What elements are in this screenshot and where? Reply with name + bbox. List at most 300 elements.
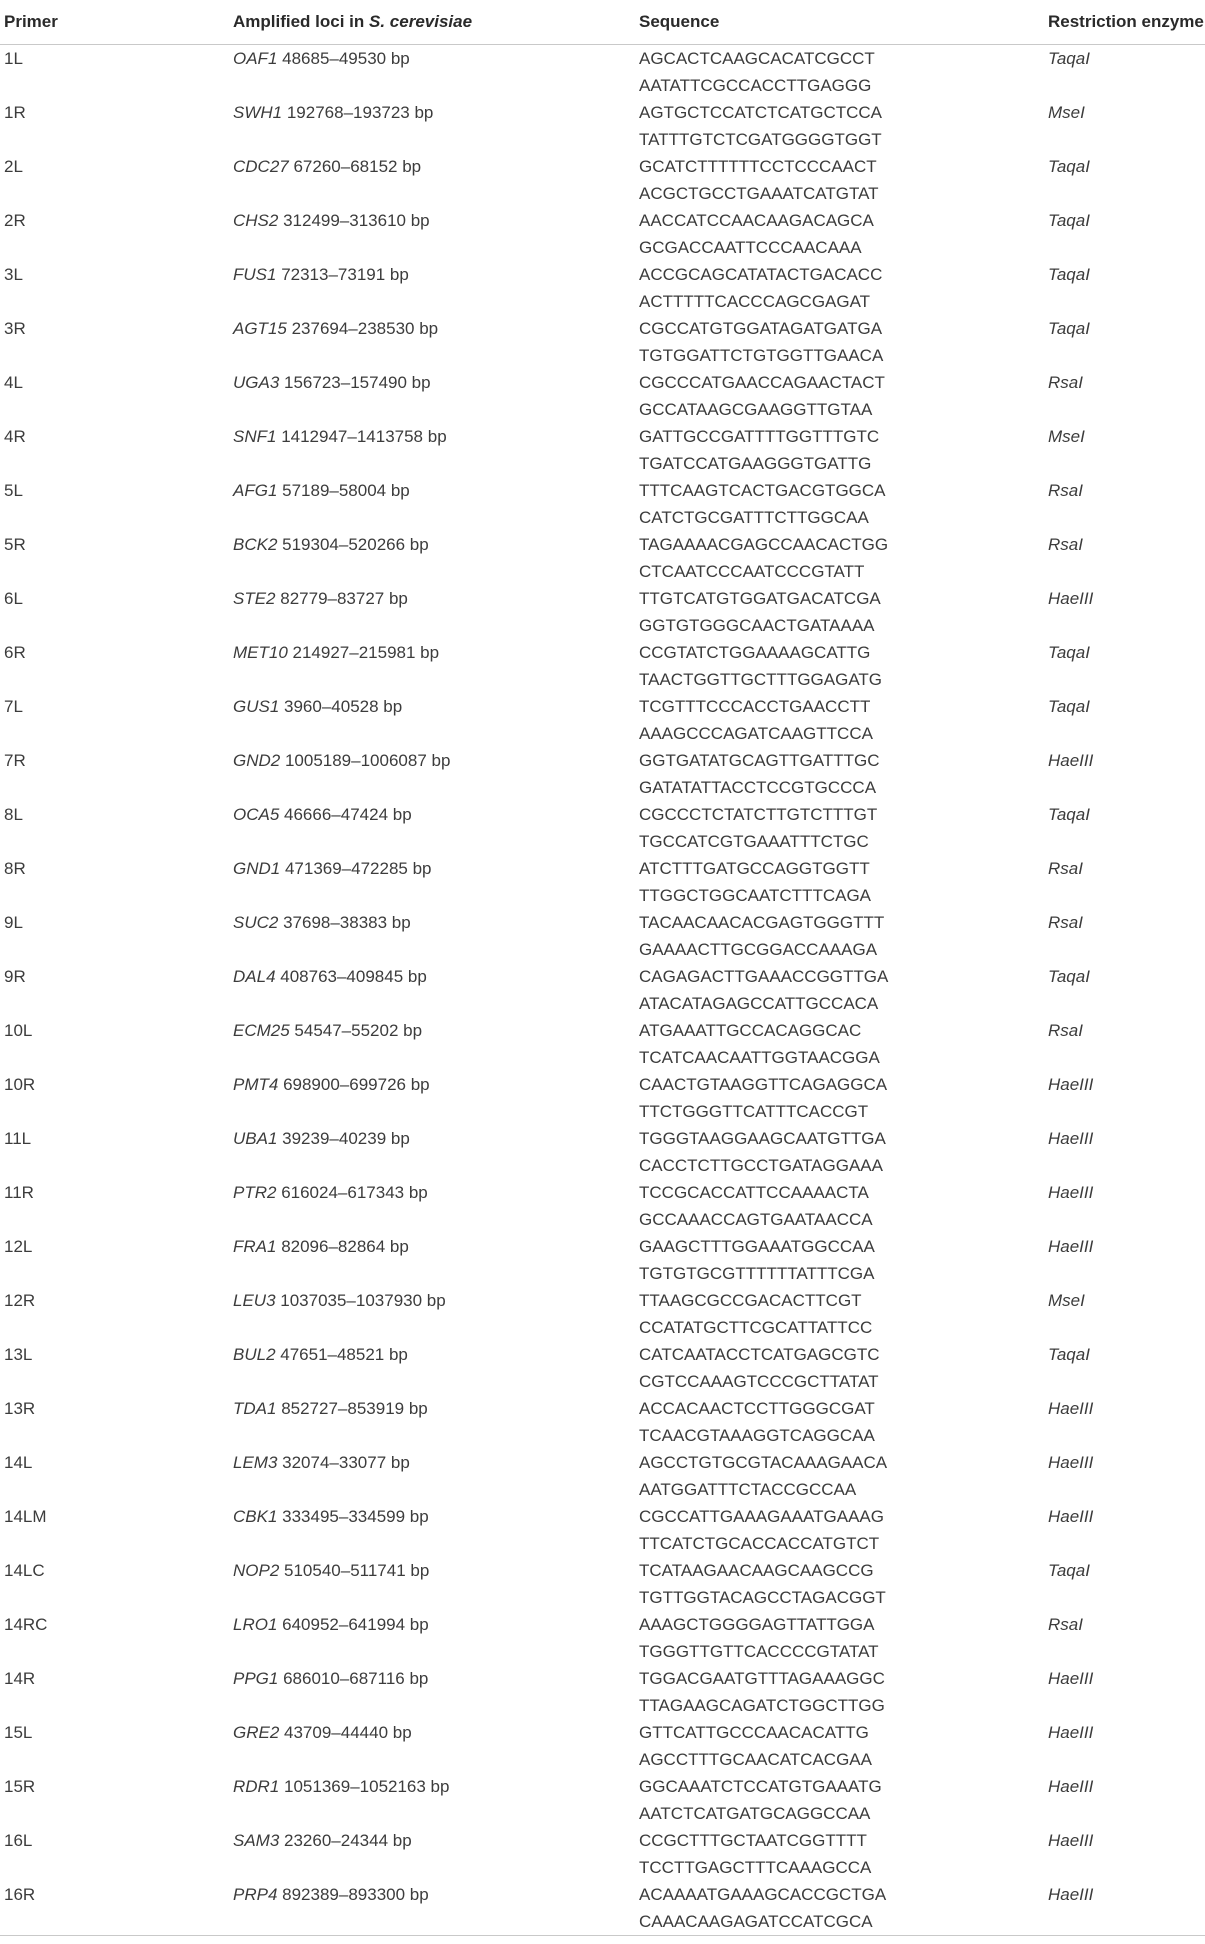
- locus-range: 698900–699726 bp: [278, 1075, 430, 1094]
- reverse-sequence: AATATTCGCCACCTTGAGGG: [639, 76, 872, 95]
- sequence-cell: [635, 369, 1044, 423]
- amplified-locus-cell: [229, 963, 635, 1017]
- table-row: [0, 639, 1205, 693]
- gene-name: CDC27: [233, 157, 289, 176]
- gene-name: PPG1: [233, 1669, 279, 1688]
- restriction-enzyme-cell: HaeIII: [1048, 1453, 1094, 1472]
- reverse-sequence: AAAGCCCAGATCAAGTTCCA: [639, 724, 873, 743]
- sequence-cell: [635, 1881, 1044, 1936]
- amplified-locus-cell: [229, 1449, 635, 1503]
- reverse-sequence: TGTTGGTACAGCCTAGACGGT: [639, 1588, 886, 1607]
- gene-name: CHS2: [233, 211, 279, 230]
- primer-cell: 14R: [4, 1669, 36, 1688]
- primer-cell: 11R: [4, 1183, 34, 1202]
- locus-range: 192768–193723 bp: [282, 103, 434, 122]
- reverse-sequence: AATCTCATGATGCAGGCCAA: [639, 1804, 871, 1823]
- sequence-cell: [635, 1665, 1044, 1719]
- table-row: [0, 1071, 1205, 1125]
- restriction-enzyme-cell: HaeIII: [1048, 1075, 1094, 1094]
- restriction-enzyme-cell: HaeIII: [1048, 1723, 1094, 1742]
- reverse-sequence: CATCTGCGATTTCTTGGCAA: [639, 508, 869, 527]
- gene-name: SWH1: [233, 103, 283, 122]
- restriction-enzyme-cell: MseI: [1048, 1291, 1085, 1310]
- restriction-enzyme-cell: HaeIII: [1048, 589, 1094, 608]
- gene-name: LRO1: [233, 1615, 278, 1634]
- amplified-locus-cell: [229, 1827, 635, 1881]
- primer-cell: 10L: [4, 1021, 33, 1040]
- restriction-enzyme-cell: TaqaI: [1048, 1561, 1090, 1580]
- amplified-locus-cell: [229, 855, 635, 909]
- amplified-locus-cell: [229, 693, 635, 747]
- restriction-enzyme-cell: RsaI: [1048, 1615, 1083, 1634]
- primer-cell: 13R: [4, 1399, 36, 1418]
- primer-cell: 5L: [4, 481, 23, 500]
- forward-sequence: AACCATCCAACAAGACAGCA: [639, 211, 874, 230]
- forward-sequence: AGCACTCAAGCACATCGCCT: [639, 49, 875, 68]
- primer-cell: 15L: [4, 1723, 33, 1742]
- sequence-cell: [635, 1611, 1044, 1665]
- gene-name: OAF1: [233, 49, 278, 68]
- gene-name: PRP4: [233, 1885, 278, 1904]
- gene-name: UBA1: [233, 1129, 278, 1148]
- reverse-sequence: ATACATAGAGCCATTGCCACA: [639, 994, 879, 1013]
- primer-cell: 7L: [4, 697, 23, 716]
- reverse-sequence: TTGGCTGGCAATCTTTCAGA: [639, 886, 872, 905]
- reverse-sequence: CTCAATCCCAATCCCGTATT: [639, 562, 865, 581]
- forward-sequence: TGGACGAATGTTTAGAAAGGC: [639, 1669, 885, 1688]
- sequence-cell: [635, 1071, 1044, 1125]
- locus-range: 72313–73191 bp: [276, 265, 409, 284]
- reverse-sequence: TCAACGTAAAGGTCAGGCAA: [639, 1426, 875, 1445]
- restriction-enzyme-cell: HaeIII: [1048, 1129, 1094, 1148]
- reverse-sequence: TAACTGGTTGCTTTGGAGATG: [639, 670, 883, 689]
- restriction-enzyme-cell: MseI: [1048, 103, 1085, 122]
- header-sequence: Sequence: [635, 0, 1044, 45]
- sequence-cell: [635, 639, 1044, 693]
- header-amplified-loci: [229, 0, 635, 45]
- forward-sequence: TCATAAGAACAAGCAAGCCG: [639, 1561, 874, 1580]
- table-row: [0, 1665, 1205, 1719]
- amplified-locus-cell: [229, 207, 635, 261]
- primer-cell: 9L: [4, 913, 23, 932]
- locus-range: 519304–520266 bp: [277, 535, 429, 554]
- amplified-locus-cell: [229, 261, 635, 315]
- reverse-sequence: GCCATAAGCGAAGGTTGTAA: [639, 400, 873, 419]
- amplified-locus-cell: [229, 423, 635, 477]
- locus-range: 237694–238530 bp: [286, 319, 439, 338]
- reverse-sequence: AGCCTTTGCAACATCACGAA: [639, 1750, 872, 1769]
- sequence-cell: [635, 477, 1044, 531]
- primer-cell: 6L: [4, 589, 23, 608]
- amplified-locus-cell: [229, 1881, 635, 1936]
- forward-sequence: TTTCAAGTCACTGACGTGGCA: [639, 481, 886, 500]
- table-header: [0, 0, 1205, 45]
- reverse-sequence: CCATATGCTTCGCATTATTCC: [639, 1318, 873, 1337]
- forward-sequence: ATGAAATTGCCACAGGCAC: [639, 1021, 862, 1040]
- forward-sequence: GAAGCTTTGGAAATGGCCAA: [639, 1237, 875, 1256]
- table-row: [0, 153, 1205, 207]
- restriction-enzyme-cell: HaeIII: [1048, 1399, 1094, 1418]
- locus-range: 54547–55202 bp: [289, 1021, 423, 1040]
- amplified-locus-cell: [229, 1503, 635, 1557]
- restriction-enzyme-cell: HaeIII: [1048, 1183, 1094, 1202]
- table-row: [0, 1557, 1205, 1611]
- primer-cell: 14LC: [4, 1561, 45, 1580]
- amplified-locus-cell: [229, 1125, 635, 1179]
- forward-sequence: TGGGTAAGGAAGCAATGTTGA: [639, 1129, 886, 1148]
- sequence-cell: [635, 1719, 1044, 1773]
- amplified-locus-cell: [229, 369, 635, 423]
- locus-range: 686010–687116 bp: [278, 1669, 429, 1688]
- amplified-locus-cell: [229, 747, 635, 801]
- gene-name: FUS1: [233, 265, 277, 284]
- locus-range: 82779–83727 bp: [275, 589, 408, 608]
- sequence-cell: [635, 315, 1044, 369]
- reverse-sequence: TGTGTGCGTTTTTTATTTCGA: [639, 1264, 875, 1283]
- primer-cell: 9R: [4, 967, 26, 986]
- reverse-sequence: AATGGATTTCTACCGCCAA: [639, 1480, 857, 1499]
- header-loci-species: S. cerevisiae: [369, 12, 473, 31]
- amplified-locus-cell: [229, 1071, 635, 1125]
- primer-cell: 2L: [4, 157, 23, 176]
- table-row: [0, 1179, 1205, 1233]
- table-row: [0, 315, 1205, 369]
- primer-cell: 10R: [4, 1075, 36, 1094]
- table-row: [0, 1341, 1205, 1395]
- reverse-sequence: TGTGGATTCTGTGGTTGAACA: [639, 346, 884, 365]
- forward-sequence: GGTGATATGCAGTTGATTTGC: [639, 751, 880, 770]
- amplified-locus-cell: [229, 1557, 635, 1611]
- table-row: [0, 1719, 1205, 1773]
- reverse-sequence: GATATATTACCTCCGTGCCCA: [639, 778, 877, 797]
- restriction-enzyme-cell: TaqaI: [1048, 319, 1090, 338]
- table-row: [0, 585, 1205, 639]
- primer-cell: 8L: [4, 805, 23, 824]
- restriction-enzyme-cell: TaqaI: [1048, 1345, 1090, 1364]
- sequence-cell: [635, 1827, 1044, 1881]
- sequence-cell: [635, 45, 1044, 100]
- sequence-cell: [635, 585, 1044, 639]
- table-row: [0, 99, 1205, 153]
- primer-cell: 14RC: [4, 1615, 48, 1634]
- gene-name: GND2: [233, 751, 281, 770]
- forward-sequence: GCATCTTTTTTCCTCCCAACT: [639, 157, 877, 176]
- restriction-enzyme-cell: RsaI: [1048, 1021, 1083, 1040]
- gene-name: AFG1: [233, 481, 278, 500]
- reverse-sequence: GCCAAACCAGTGAATAACCA: [639, 1210, 873, 1229]
- table-row: [0, 261, 1205, 315]
- table-row: [0, 1449, 1205, 1503]
- locus-range: 471369–472285 bp: [280, 859, 432, 878]
- locus-range: 1051369–1052163 bp: [279, 1777, 450, 1796]
- forward-sequence: GTTCATTGCCCAACACATTG: [639, 1723, 869, 1742]
- sequence-cell: [635, 1503, 1044, 1557]
- restriction-enzyme-cell: HaeIII: [1048, 1237, 1094, 1256]
- table-row: [0, 1395, 1205, 1449]
- table-row: [0, 1611, 1205, 1665]
- gene-name: NOP2: [233, 1561, 280, 1580]
- sequence-cell: [635, 261, 1044, 315]
- sequence-cell: [635, 801, 1044, 855]
- table-row: [0, 909, 1205, 963]
- sequence-cell: [635, 963, 1044, 1017]
- table-row: [0, 207, 1205, 261]
- table-row: [0, 369, 1205, 423]
- forward-sequence: CGCCCTCTATCTTGTCTTTGT: [639, 805, 878, 824]
- table-row: [0, 855, 1205, 909]
- forward-sequence: AGCCTGTGCGTACAAAGAACA: [639, 1453, 888, 1472]
- primer-cell: 4L: [4, 373, 23, 392]
- primer-cell: 15R: [4, 1777, 36, 1796]
- reverse-sequence: TTCATCTGCACCACCATGTCT: [639, 1534, 880, 1553]
- amplified-locus-cell: [229, 315, 635, 369]
- forward-sequence: CGCCATTGAAAGAAATGAAAG: [639, 1507, 884, 1526]
- table-row: [0, 477, 1205, 531]
- restriction-enzyme-cell: HaeIII: [1048, 1507, 1094, 1526]
- reverse-sequence: GCGACCAATTCCCAACAAA: [639, 238, 862, 257]
- primer-cell: 8R: [4, 859, 26, 878]
- amplified-locus-cell: [229, 1233, 635, 1287]
- primer-cell: 2R: [4, 211, 26, 230]
- locus-range: 408763–409845 bp: [275, 967, 427, 986]
- forward-sequence: ATCTTTGATGCCAGGTGGTT: [639, 859, 870, 878]
- primer-cell: 6R: [4, 643, 26, 662]
- primer-cell: 4R: [4, 427, 26, 446]
- gene-name: GND1: [233, 859, 281, 878]
- primer-cell: 7R: [4, 751, 26, 770]
- reverse-sequence: CACCTCTTGCCTGATAGGAAA: [639, 1156, 883, 1175]
- locus-range: 48685–49530 bp: [277, 49, 410, 68]
- primer-cell: 3L: [4, 265, 23, 284]
- reverse-sequence: CAAACAAGAGATCCATCGCA: [639, 1912, 873, 1931]
- primer-cell: 11L: [4, 1129, 32, 1148]
- header-primer: Primer: [0, 0, 229, 45]
- amplified-locus-cell: [229, 1773, 635, 1827]
- sequence-cell: [635, 423, 1044, 477]
- gene-name: PMT4: [233, 1075, 279, 1094]
- reverse-sequence: ACGCTGCCTGAAATCATGTAT: [639, 184, 879, 203]
- locus-range: 312499–313610 bp: [278, 211, 430, 230]
- primer-cell: 14L: [4, 1453, 33, 1472]
- restriction-enzyme-cell: RsaI: [1048, 373, 1083, 392]
- primer-cell: 16L: [4, 1831, 33, 1850]
- restriction-enzyme-cell: TaqaI: [1048, 211, 1090, 230]
- locus-range: 640952–641994 bp: [277, 1615, 429, 1634]
- reverse-sequence: TCATCAACAATTGGTAACGGA: [639, 1048, 880, 1067]
- gene-name: SNF1: [233, 427, 277, 446]
- sequence-cell: [635, 1449, 1044, 1503]
- locus-range: 1005189–1006087 bp: [280, 751, 451, 770]
- locus-range: 156723–157490 bp: [279, 373, 431, 392]
- header-row: [0, 0, 1205, 45]
- amplified-locus-cell: [229, 1287, 635, 1341]
- amplified-locus-cell: [229, 531, 635, 585]
- restriction-enzyme-cell: HaeIII: [1048, 1831, 1094, 1850]
- restriction-enzyme-cell: TaqaI: [1048, 49, 1090, 68]
- forward-sequence: CCGCTTTGCTAATCGGTTTT: [639, 1831, 867, 1850]
- locus-range: 1412947–1413758 bp: [276, 427, 447, 446]
- restriction-enzyme-cell: HaeIII: [1048, 1777, 1094, 1796]
- sequence-cell: [635, 693, 1044, 747]
- locus-range: 37698–38383 bp: [278, 913, 411, 932]
- reverse-sequence: TTAGAAGCAGATCTGGCTTGG: [639, 1696, 885, 1715]
- gene-name: TDA1: [233, 1399, 277, 1418]
- gene-name: GRE2: [233, 1723, 280, 1742]
- gene-name: DAL4: [233, 967, 276, 986]
- amplified-locus-cell: [229, 1017, 635, 1071]
- sequence-cell: [635, 153, 1044, 207]
- reverse-sequence: GAAAACTTGCGGACCAAAGA: [639, 940, 878, 959]
- forward-sequence: CAGAGACTTGAAACCGGTTGA: [639, 967, 889, 986]
- restriction-enzyme-cell: TaqaI: [1048, 697, 1090, 716]
- forward-sequence: GATTGCCGATTTTGGTTTGTC: [639, 427, 880, 446]
- gene-name: PTR2: [233, 1183, 277, 1202]
- primer-cell: 12R: [4, 1291, 36, 1310]
- gene-name: CBK1: [233, 1507, 278, 1526]
- table-row: [0, 423, 1205, 477]
- amplified-locus-cell: [229, 99, 635, 153]
- primer-cell: 1R: [4, 103, 26, 122]
- reverse-sequence: CGTCCAAAGTCCCGCTTATAT: [639, 1372, 879, 1391]
- gene-name: SUC2: [233, 913, 279, 932]
- reverse-sequence: TTCTGGGTTCATTTCACCGT: [639, 1102, 869, 1121]
- primer-cell: 5R: [4, 535, 26, 554]
- table-row: [0, 1017, 1205, 1071]
- sequence-cell: [635, 1557, 1044, 1611]
- amplified-locus-cell: [229, 153, 635, 207]
- sequence-cell: [635, 207, 1044, 261]
- table-row: [0, 747, 1205, 801]
- restriction-enzyme-cell: RsaI: [1048, 913, 1083, 932]
- gene-name: BCK2: [233, 535, 278, 554]
- forward-sequence: TACAACAACACGAGTGGGTTT: [639, 913, 885, 932]
- table-row: [0, 1233, 1205, 1287]
- sequence-cell: [635, 909, 1044, 963]
- sequence-cell: [635, 1341, 1044, 1395]
- sequence-cell: [635, 1125, 1044, 1179]
- gene-name: RDR1: [233, 1777, 280, 1796]
- forward-sequence: CGCCATGTGGATAGATGATGA: [639, 319, 883, 338]
- locus-range: 57189–58004 bp: [277, 481, 410, 500]
- locus-range: 82096–82864 bp: [276, 1237, 409, 1256]
- forward-sequence: ACAAAATGAAAGCACCGCTGA: [639, 1885, 887, 1904]
- forward-sequence: AAAGCTGGGGAGTTATTGGA: [639, 1615, 875, 1634]
- reverse-sequence: ACTTTTTCACCCAGCGAGAT: [639, 292, 871, 311]
- locus-range: 23260–24344 bp: [279, 1831, 412, 1850]
- restriction-enzyme-cell: TaqaI: [1048, 265, 1090, 284]
- table-row: [0, 1773, 1205, 1827]
- header-restriction-enzyme: Restriction enzyme: [1044, 0, 1205, 45]
- gene-name: STE2: [233, 589, 276, 608]
- table-body: [0, 45, 1205, 1936]
- gene-name: AGT15: [233, 319, 287, 338]
- restriction-enzyme-cell: RsaI: [1048, 481, 1083, 500]
- gene-name: LEM3: [233, 1453, 278, 1472]
- amplified-locus-cell: [229, 585, 635, 639]
- forward-sequence: ACCACAACTCCTTGGGCGAT: [639, 1399, 875, 1418]
- locus-range: 39239–40239 bp: [277, 1129, 410, 1148]
- amplified-locus-cell: [229, 1179, 635, 1233]
- restriction-enzyme-cell: RsaI: [1048, 859, 1083, 878]
- forward-sequence: CAACTGTAAGGTTCAGAGGCA: [639, 1075, 888, 1094]
- restriction-enzyme-cell: MseI: [1048, 427, 1085, 446]
- restriction-enzyme-cell: TaqaI: [1048, 805, 1090, 824]
- locus-range: 616024–617343 bp: [276, 1183, 428, 1202]
- reverse-sequence: GGTGTGGGCAACTGATAAAA: [639, 616, 875, 635]
- amplified-locus-cell: [229, 477, 635, 531]
- locus-range: 892389–893300 bp: [277, 1885, 429, 1904]
- forward-sequence: ACCGCAGCATATACTGACACC: [639, 265, 883, 284]
- locus-range: 67260–68152 bp: [288, 157, 422, 176]
- reverse-sequence: TGGGTTGTTCACCCCGTATAT: [639, 1642, 879, 1661]
- forward-sequence: CCGTATCTGGAAAAGCATTG: [639, 643, 871, 662]
- locus-range: 43709–44440 bp: [279, 1723, 412, 1742]
- sequence-cell: [635, 1287, 1044, 1341]
- locus-range: 46666–47424 bp: [279, 805, 412, 824]
- sequence-cell: [635, 1233, 1044, 1287]
- amplified-locus-cell: [229, 639, 635, 693]
- restriction-enzyme-cell: TaqaI: [1048, 157, 1090, 176]
- table-row: [0, 1287, 1205, 1341]
- forward-sequence: TTGTCATGTGGATGACATCGA: [639, 589, 881, 608]
- table-row: [0, 801, 1205, 855]
- primer-cell: 1L: [4, 49, 23, 68]
- sequence-cell: [635, 747, 1044, 801]
- reverse-sequence: TATTTGTCTCGATGGGGTGGT: [639, 130, 882, 149]
- table-row: [0, 1503, 1205, 1557]
- restriction-enzyme-cell: TaqaI: [1048, 643, 1090, 662]
- reverse-sequence: TGATCCATGAAGGGTGATTG: [639, 454, 872, 473]
- restriction-enzyme-cell: RsaI: [1048, 535, 1083, 554]
- amplified-locus-cell: [229, 909, 635, 963]
- sequence-cell: [635, 1179, 1044, 1233]
- locus-range: 1037035–1037930 bp: [275, 1291, 446, 1310]
- primer-cell: 12L: [4, 1237, 33, 1256]
- locus-range: 510540–511741 bp: [279, 1561, 430, 1580]
- reverse-sequence: TGCCATCGTGAAATTTCTGC: [639, 832, 869, 851]
- forward-sequence: GGCAAATCTCCATGTGAAATG: [639, 1777, 882, 1796]
- amplified-locus-cell: [229, 1719, 635, 1773]
- table-row: [0, 45, 1205, 100]
- gene-name: FRA1: [233, 1237, 277, 1256]
- forward-sequence: TCGTTTCCCACCTGAACCTT: [639, 697, 871, 716]
- forward-sequence: AGTGCTCCATCTCATGCTCCA: [639, 103, 883, 122]
- amplified-locus-cell: [229, 45, 635, 100]
- amplified-locus-cell: [229, 801, 635, 855]
- table-row: [0, 693, 1205, 747]
- locus-range: 3960–40528 bp: [279, 697, 403, 716]
- reverse-sequence: TCCTTGAGCTTTCAAAGCCA: [639, 1858, 872, 1877]
- sequence-cell: [635, 1395, 1044, 1449]
- sequence-cell: [635, 855, 1044, 909]
- gene-name: LEU3: [233, 1291, 276, 1310]
- gene-name: BUL2: [233, 1345, 276, 1364]
- restriction-enzyme-cell: HaeIII: [1044, 1881, 1205, 1936]
- locus-range: 47651–48521 bp: [275, 1345, 408, 1364]
- table-row: [0, 531, 1205, 585]
- locus-range: 32074–33077 bp: [277, 1453, 410, 1472]
- table-row: [0, 1827, 1205, 1881]
- sequence-cell: [635, 1773, 1044, 1827]
- primer-cell: 14LM: [4, 1507, 47, 1526]
- forward-sequence: TTAAGCGCCGACACTTCGT: [639, 1291, 862, 1310]
- gene-name: GUS1: [233, 697, 280, 716]
- primer-cell: 3R: [4, 319, 26, 338]
- gene-name: SAM3: [233, 1831, 280, 1850]
- table-row: [0, 963, 1205, 1017]
- amplified-locus-cell: [229, 1341, 635, 1395]
- amplified-locus-cell: [229, 1395, 635, 1449]
